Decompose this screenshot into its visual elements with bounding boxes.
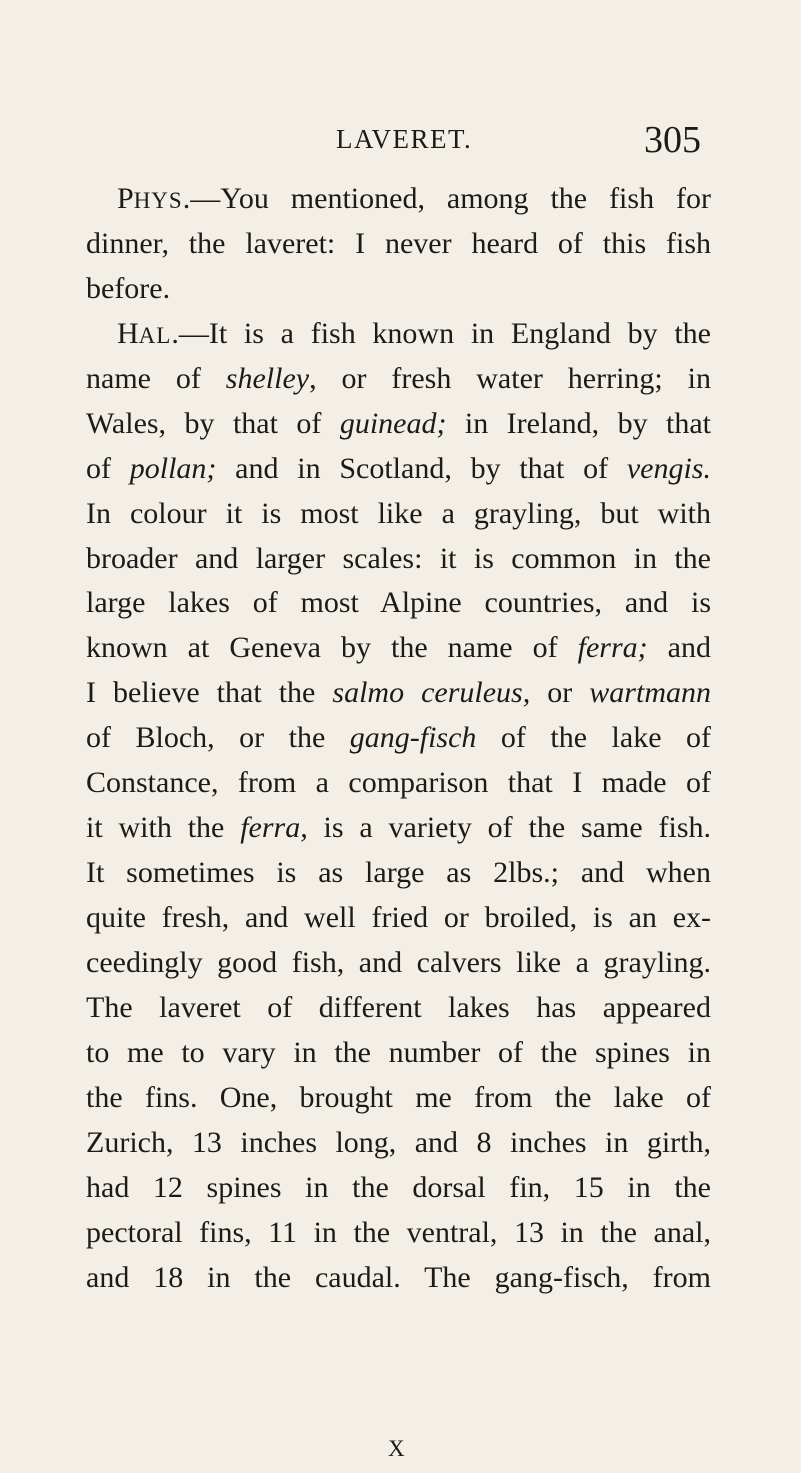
text-line [86, 402, 711, 447]
text-run: P [117, 182, 134, 215]
italic-term: salmo ceruleus, [332, 676, 531, 710]
text-line [86, 806, 711, 851]
text-run: the fins. One, brought me from the lake of [86, 1080, 711, 1114]
text-line [86, 1256, 711, 1301]
text-run: and in Scotland, by that of [216, 451, 627, 485]
italic-term: ferra, [240, 811, 308, 845]
text-run: known at Geneva by the name of [86, 631, 578, 665]
text-line [86, 626, 711, 671]
body-text [86, 177, 711, 1300]
text-line [86, 177, 711, 222]
text-run: and 18 in the caudal. The gang-fisch, from [86, 1260, 711, 1294]
text-run: ceedingly good fish, and calvers like a grayling. [86, 945, 711, 979]
text-run: Wales, by that of [86, 406, 340, 440]
text-run: in Ireland, by that [446, 406, 711, 440]
text-run: In colour it is most like a grayling, but with [86, 496, 711, 530]
text-line [86, 941, 711, 986]
text-line [86, 851, 711, 896]
italic-term: gang-fisch [349, 721, 477, 755]
text-run: I believe that the [86, 676, 333, 710]
text-run: of [86, 451, 130, 485]
text-run: .—It is a fish known in England by the [171, 316, 711, 350]
text-run: quite fresh, and well fried or broiled, is an ex- [86, 901, 711, 934]
text-run: had 12 spines in the dorsal fin, 15 in the [86, 1170, 711, 1204]
text-line [86, 537, 711, 582]
text-run: name of [86, 361, 226, 395]
text-run: Zurich, 13 inches long, and 8 inches in girth, [86, 1125, 711, 1159]
text-line [86, 222, 711, 267]
text-run: AL [138, 322, 172, 348]
text-run: or [530, 676, 590, 710]
text-line [86, 312, 711, 357]
running-title: LAVERET. [336, 124, 473, 154]
text-run: dinner, the laveret: I never heard of this fish [86, 226, 711, 260]
italic-term: shelley [225, 361, 310, 395]
text-line [86, 1211, 711, 1256]
text-run: It sometimes is as large as 2lbs.; and when [86, 856, 711, 890]
page-number: 305 [644, 119, 701, 161]
text-line [86, 492, 711, 537]
italic-term: vengis. [626, 451, 711, 485]
text-line [86, 447, 711, 492]
text-run: .—You mentioned, among the fish for [182, 182, 711, 215]
text-line [86, 671, 711, 716]
text-run: of Bloch, or the [86, 721, 350, 755]
text-run: and [647, 631, 711, 665]
text-run: it with the [86, 811, 241, 845]
text-run: HYS [133, 188, 183, 213]
text-run: is a variety of the same fish. [307, 811, 711, 845]
text-run: broader and larger scales: it is common in the [86, 541, 711, 575]
text-run: to me to vary in the number of the spines in [86, 1035, 711, 1069]
text-run: before. [86, 271, 171, 305]
text-line [86, 986, 711, 1031]
running-head [0, 118, 801, 166]
italic-term: pollan; [129, 451, 217, 485]
italic-term: guinead; [339, 406, 447, 440]
text-run: large lakes of most Alpine countries, and is [86, 586, 711, 620]
signature-mark: X [388, 1436, 405, 1461]
text-line [86, 1076, 711, 1121]
text-run: The laveret of different lakes has appeared [86, 990, 711, 1024]
text-line [86, 761, 711, 806]
text-line [86, 1121, 711, 1166]
text-run: of the lake of [476, 721, 711, 755]
text-line [86, 581, 711, 626]
text-run: Constance, from a comparison that I made of [86, 766, 711, 800]
italic-term: ferra; [577, 631, 648, 665]
text-run: , or fresh water herring; in [309, 361, 711, 395]
text-line [86, 1031, 711, 1076]
text-line [86, 357, 711, 402]
italic-term: wartmann [589, 676, 711, 710]
text-line [86, 896, 711, 941]
text-line [86, 1166, 711, 1211]
text-run: H [117, 316, 139, 350]
text-run: pectoral fins, 11 in the ventral, 13 in the anal, [86, 1215, 711, 1249]
text-line [86, 716, 711, 761]
text-line [86, 267, 711, 312]
